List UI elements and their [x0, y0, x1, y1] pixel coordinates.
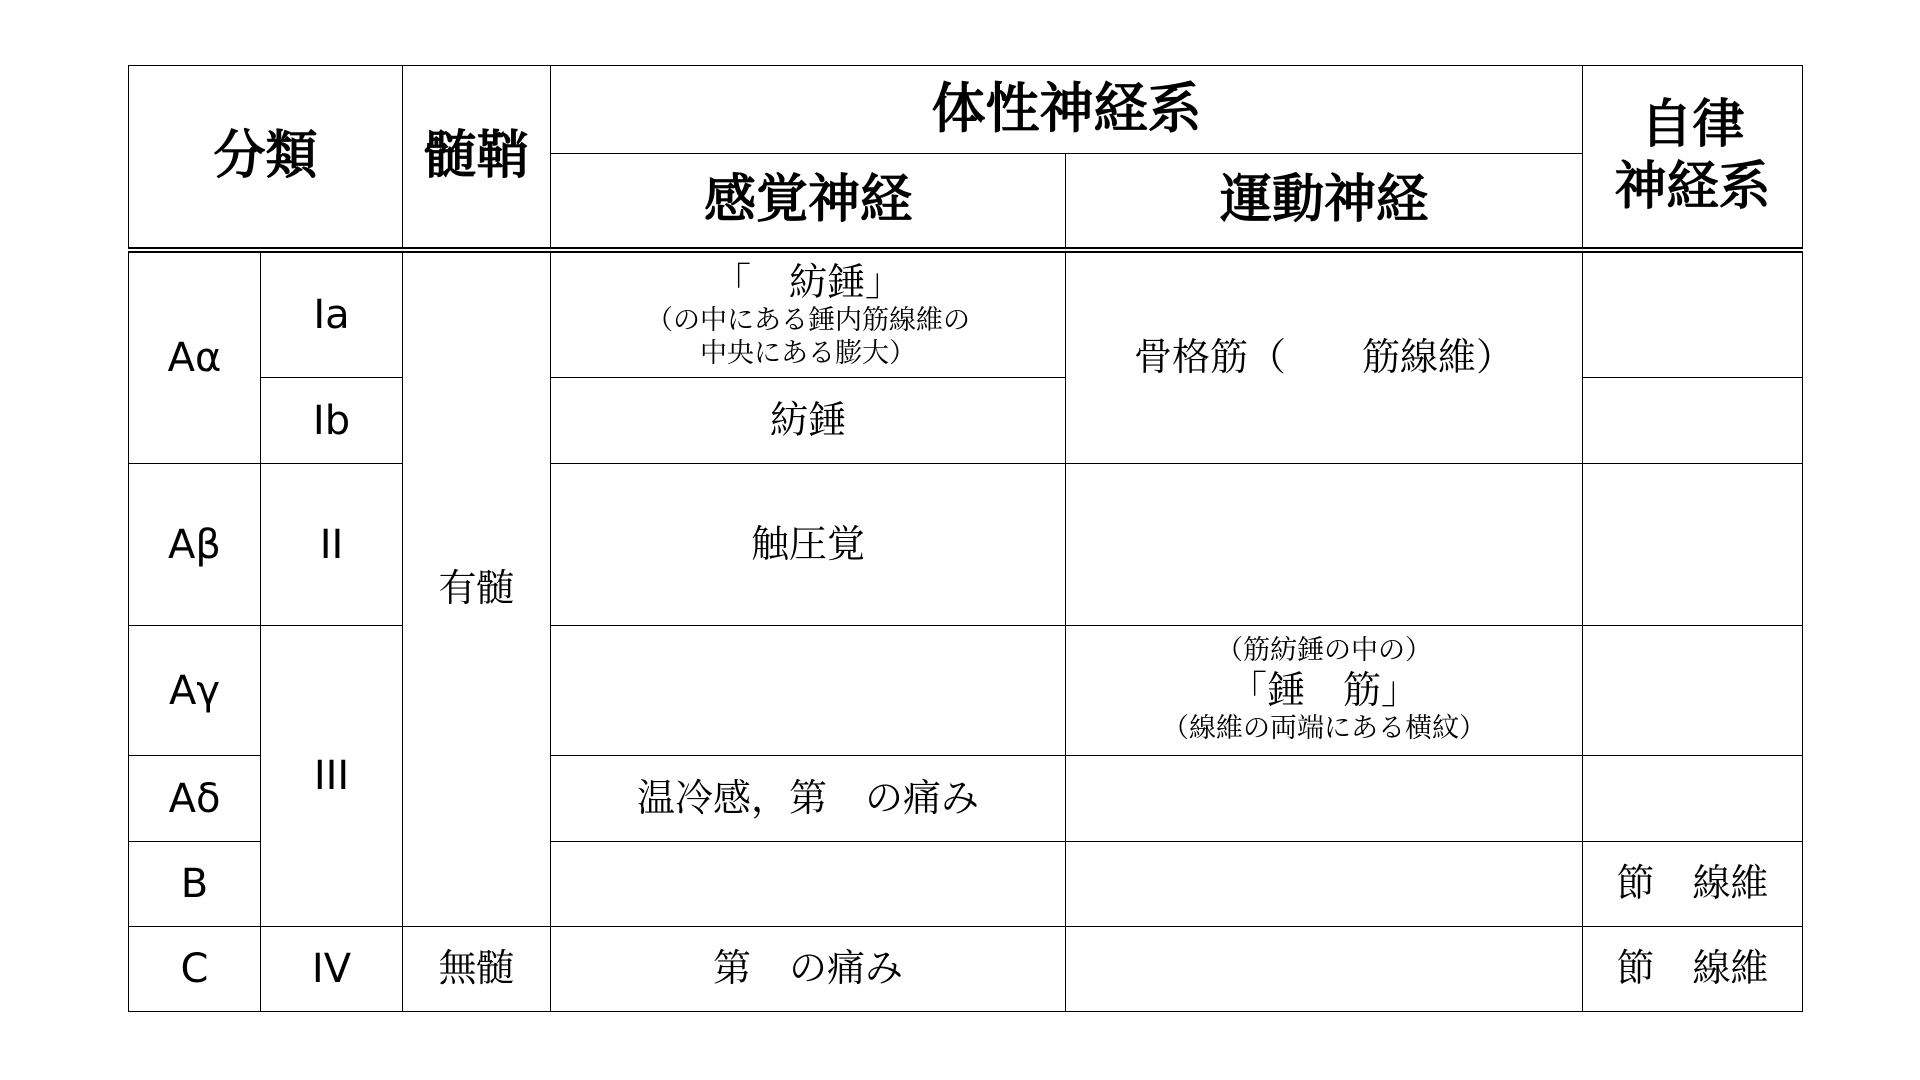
sensory-ia-line3: 中央にある膨大） [700, 337, 917, 369]
fiber-group-iii: III [261, 626, 403, 927]
autonomic-ib [1583, 378, 1803, 464]
fiber-type-a-gamma: Aγ [129, 626, 261, 756]
row-a-gamma [129, 626, 1803, 756]
motor-b [1066, 842, 1583, 927]
nerve-fiber-classification-table [128, 65, 1803, 1012]
autonomic-a-gamma [1583, 626, 1803, 756]
motor-a-gamma-line1: （筋紡錘の中の） [1216, 635, 1433, 667]
sensory-a-delta: 温冷感，第 の痛み [551, 756, 1066, 842]
motor-a-gamma-line3: （線維の両端にある横紋） [1162, 713, 1487, 745]
fiber-type-b: B [129, 842, 261, 927]
header-row-top [129, 66, 1803, 154]
row-c [129, 927, 1803, 1012]
fiber-type-a-beta: Aβ [129, 464, 261, 626]
header-motor-nerve: 運動神経 [1066, 154, 1583, 250]
autonomic-a-beta [1583, 464, 1803, 626]
autonomic-a-delta [1583, 756, 1803, 842]
header-myelin: 髄鞘 [403, 66, 551, 250]
sensory-c: 第 の痛み [551, 927, 1066, 1012]
myelin-myelinated: 有髄 [403, 250, 551, 927]
fiber-type-a-alpha: Aα [129, 250, 261, 464]
motor-a-delta [1066, 756, 1583, 842]
autonomic-c: 節 線維 [1583, 927, 1803, 1012]
autonomic-ia [1583, 250, 1803, 378]
fiber-type-a-delta: Aδ [129, 756, 261, 842]
fiber-group-ib: Ib [261, 378, 403, 464]
sensory-ia [551, 250, 1066, 378]
header-autonomic-line1: 自律 [1640, 94, 1745, 155]
motor-a-alpha: 骨格筋（ 筋線維） [1066, 250, 1583, 464]
sensory-a-beta: 触圧覚 [551, 464, 1066, 626]
sensory-ia-line1: 「 紡錘」 [713, 259, 904, 304]
fiber-group-ia: Ia [261, 250, 403, 378]
fiber-type-c: C [129, 927, 261, 1012]
header-autonomic-line2: 神経系 [1614, 157, 1771, 218]
motor-a-beta [1066, 464, 1583, 626]
fiber-group-ii: II [261, 464, 403, 626]
header-sensory-nerve: 感覚神経 [551, 154, 1066, 250]
motor-a-gamma [1066, 626, 1583, 756]
sensory-a-gamma [551, 626, 1066, 756]
nerve-fiber-table-container [128, 65, 1802, 1011]
sensory-ia-line2: （の中にある錘内筋線維の [646, 305, 971, 337]
sensory-ib: 紡錘 [551, 378, 1066, 464]
sensory-b [551, 842, 1066, 927]
row-a-beta [129, 464, 1803, 626]
header-somatic-nervous-system: 体性神経系 [551, 66, 1583, 154]
motor-c [1066, 927, 1583, 1012]
row-a-alpha-ia [129, 250, 1803, 378]
autonomic-b: 節 線維 [1583, 842, 1803, 927]
fiber-group-iv: IV [261, 927, 403, 1012]
header-classification: 分類 [129, 66, 403, 250]
myelin-unmyelinated: 無髄 [403, 927, 551, 1012]
motor-a-gamma-line2: 「錘 筋」 [1229, 667, 1420, 712]
header-autonomic-nervous-system [1583, 66, 1803, 250]
